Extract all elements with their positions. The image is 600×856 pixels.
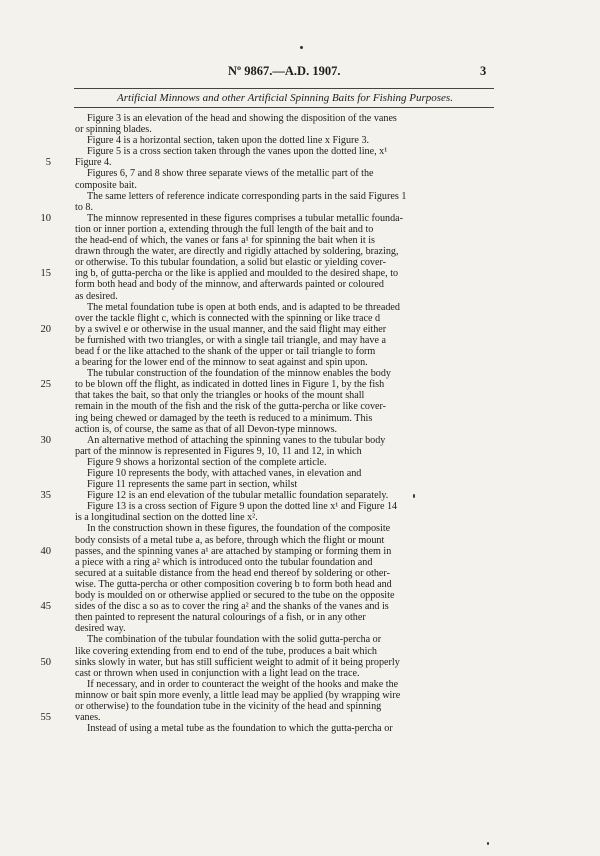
text-line (40, 323, 505, 335)
line-text: or otherwise) to the foundation tube in the vicinity of the head and spinning (75, 700, 382, 712)
page-number: 3 (480, 64, 487, 78)
text-line (75, 590, 505, 601)
page-header (0, 64, 600, 84)
text-line (40, 490, 505, 502)
body-text (40, 113, 505, 735)
line-text: to be blown off the flight, as indicated in dotted lines in Figure 1, by the fish (75, 379, 385, 391)
line-text: part of the minnow is represented in Figures 9, 10, 11 and 12, in which (75, 445, 362, 457)
text-line (75, 257, 505, 268)
text-line (75, 180, 505, 191)
line-text: Figure 4. (75, 157, 112, 169)
text-line (75, 413, 505, 424)
line-text: desired way. (75, 623, 126, 635)
text-line (75, 346, 505, 357)
line-text: body is moulded on or otherwise applied or secured to the tube on the opposite (75, 590, 395, 602)
text-line (75, 235, 505, 246)
line-text: action is, of course, the same as that of all Devon-type minnows. (75, 423, 338, 435)
line-text: be furnished with two triangles, or with a single tail triangle, and may have a (75, 334, 386, 346)
line-text: sides of the disc a so as to cover the ring a² and the shanks of the vanes and is (75, 601, 389, 613)
line-text: Figure 4 is a horizontal section, taken upon the dotted line x Figure 3. (87, 135, 370, 147)
line-text: composite bait. (75, 179, 137, 191)
text-line (75, 557, 505, 568)
text-line (75, 368, 505, 379)
line-text: Figure 10 represents the body, with attached vanes, in elevation and (87, 468, 362, 479)
line-text: a piece with a ring a² which is introduced onto the tubular foundation and (75, 556, 373, 568)
text-line (75, 424, 505, 435)
text-line (75, 668, 505, 679)
text-line (75, 679, 505, 690)
line-text: ing being chewed or damaged by the teeth is reduced to a minimum. This (75, 412, 373, 424)
line-text: The combination of the tubular foundation with the solid gutta-percha or (87, 634, 382, 646)
line-text: An alternative method of attaching the spinning vanes to the tubular body (87, 434, 386, 446)
text-line (75, 357, 505, 368)
line-text: body consists of a metal tube a, as before, through which the flight or mount (75, 534, 385, 546)
text-line (40, 434, 505, 446)
text-line (75, 401, 505, 412)
line-number: 30 (40, 434, 51, 446)
line-number: 45 (40, 601, 51, 613)
line-text: remain in the mouth of the fish and the risk of the gutta-percha or like cover- (75, 401, 387, 413)
text-line (75, 512, 505, 523)
line-text: minnow or bait spin more evenly, a little lead may be applied (by wrapping wire (75, 689, 401, 701)
text-line (75, 302, 505, 313)
line-text: a bearing for the lower end of the minnow to seat against and spin upon. (75, 357, 368, 369)
line-text: drawn through the water, are directly and rigidly attached by soldering, brazing, (75, 246, 399, 258)
header-rule-bottom (74, 107, 494, 108)
text-line (75, 390, 505, 401)
text-line (75, 535, 505, 546)
running-title: Artificial Minnows and other Artificial Spinning Baits for Fishing Purposes. (117, 92, 453, 104)
line-text: cast or thrown when used in conjunction with a light lead on the trace. (75, 667, 360, 679)
text-line (75, 202, 505, 213)
line-text: vanes. (75, 712, 101, 724)
line-text: Figures 6, 7 and 8 show three separate views of the metallic part of the (87, 168, 374, 180)
line-text: form both head and body of the minnow, and afterwards painted or coloured (75, 279, 384, 291)
line-text: passes, and the spinning vanes a¹ are attached by stamping or forming them in (75, 545, 392, 557)
text-line (75, 124, 505, 135)
line-text: The same letters of reference indicate corresponding parts in the said Figures 1 (87, 190, 407, 202)
text-line (40, 379, 505, 391)
line-text: or otherwise. To this tubular foundation, a solid but elastic or yielding cover- (75, 257, 387, 269)
line-text: tion or inner portion a, extending through the full length of the bait and to (75, 223, 374, 235)
line-text: Figure 5 is a cross section taken through the vanes upon the dotted line, x¹ (87, 146, 388, 158)
line-text: that takes the bait, so that only the triangles or hooks of the mount shall (75, 390, 365, 402)
text-line (75, 313, 505, 324)
line-text: In the construction shown in these figures, the foundation of the composite (87, 523, 391, 535)
text-line (40, 268, 505, 280)
text-line (40, 212, 505, 224)
text-line (75, 457, 505, 468)
text-line (75, 246, 505, 257)
text-line (75, 191, 505, 202)
line-text: Figure 3 is an elevation of the head and showing the disposition of the vanes (87, 113, 397, 124)
text-line (75, 612, 505, 623)
line-number: 15 (40, 268, 51, 280)
text-line (40, 545, 505, 557)
line-text: The tubular construction of the foundation of the minnow enables the body (87, 368, 391, 380)
line-text: Figure 12 is an end elevation of the tubular metallic foundation separately. (87, 490, 389, 502)
speck-mark (413, 494, 415, 498)
line-number: 55 (40, 712, 51, 724)
text-line (75, 690, 505, 701)
text-line (75, 623, 505, 634)
text-line (75, 279, 505, 290)
text-line (75, 468, 505, 479)
text-line (40, 601, 505, 613)
text-line (45, 157, 505, 169)
text-line (75, 113, 505, 124)
text-line (75, 291, 505, 302)
text-line (75, 168, 505, 179)
patent-number: Nº 9867.—A.D. 1907. (228, 64, 341, 78)
text-line (75, 146, 505, 157)
line-number: 20 (40, 323, 51, 335)
speck-mark (300, 46, 303, 49)
text-line (75, 224, 505, 235)
text-line (75, 579, 505, 590)
line-text: then painted to represent the natural colourings of a fish, or in any other (75, 612, 366, 624)
line-text: like covering extending from end to end of the tube, produces a bait which (75, 645, 377, 657)
text-line (75, 479, 505, 490)
line-text: as desired. (75, 290, 118, 302)
line-text: Figure 13 is a cross section of Figure 9 upon the dotted line x¹ and Figure 14 (87, 501, 398, 513)
line-number: 50 (40, 656, 51, 668)
line-text: to 8. (75, 201, 94, 213)
text-line (75, 568, 505, 579)
line-text: ing b, of gutta-percha or the like is applied and moulded to the desired shape, to (75, 268, 399, 280)
line-text: secured at a suitable distance from the head end thereof by soldering or other- (75, 567, 390, 579)
text-line (75, 723, 505, 734)
line-text: If necessary, and in order to counteract the weight of the hooks and make the (87, 678, 399, 690)
text-line (75, 335, 505, 346)
line-number: 40 (40, 545, 51, 557)
line-text: over the tackle flight c, which is connected with the spinning or like trace d (75, 312, 381, 324)
line-text: The minnow represented in these figures comprises a tubular metallic founda- (87, 212, 404, 224)
header-rule-top (74, 88, 494, 89)
line-text: Figure 9 shows a horizontal section of the complete article. (87, 456, 327, 468)
text-line (75, 135, 505, 146)
line-text: or spinning blades. (75, 124, 152, 136)
line-number: 35 (40, 490, 51, 502)
text-line (75, 701, 505, 712)
line-text: by a swivel e or otherwise in the usual manner, and the said flight may either (75, 323, 387, 335)
line-text: is a longitudinal section on the dotted line x². (75, 512, 258, 524)
text-line (75, 646, 505, 657)
text-line (75, 501, 505, 512)
text-line (75, 446, 505, 457)
line-number: 10 (40, 212, 51, 224)
text-line (75, 523, 505, 534)
line-number: 5 (45, 157, 51, 169)
text-line (40, 656, 505, 668)
text-line (75, 634, 505, 645)
line-text: The metal foundation tube is open at both ends, and is adapted to be threaded (87, 301, 400, 313)
speck-mark (487, 842, 489, 845)
line-text: Instead of using a metal tube as the foundation to which the gutta-percha or (87, 723, 393, 735)
line-number: 25 (40, 379, 51, 391)
line-text: Figure 11 represents the same part in section, whilst (87, 479, 298, 491)
text-line (40, 712, 505, 724)
line-text: the head-end of which, the vanes or fans a¹ for spinning the bait when it is (75, 235, 375, 247)
line-text: wise. The gutta-percha or other composition covering b to form both head and (75, 578, 392, 590)
line-text: bead f or the like attached to the shank of the upper or tail triangle to form (75, 345, 376, 357)
line-text: sinks slowly in water, but has still sufficient weight to admit of it being properly (75, 656, 400, 668)
